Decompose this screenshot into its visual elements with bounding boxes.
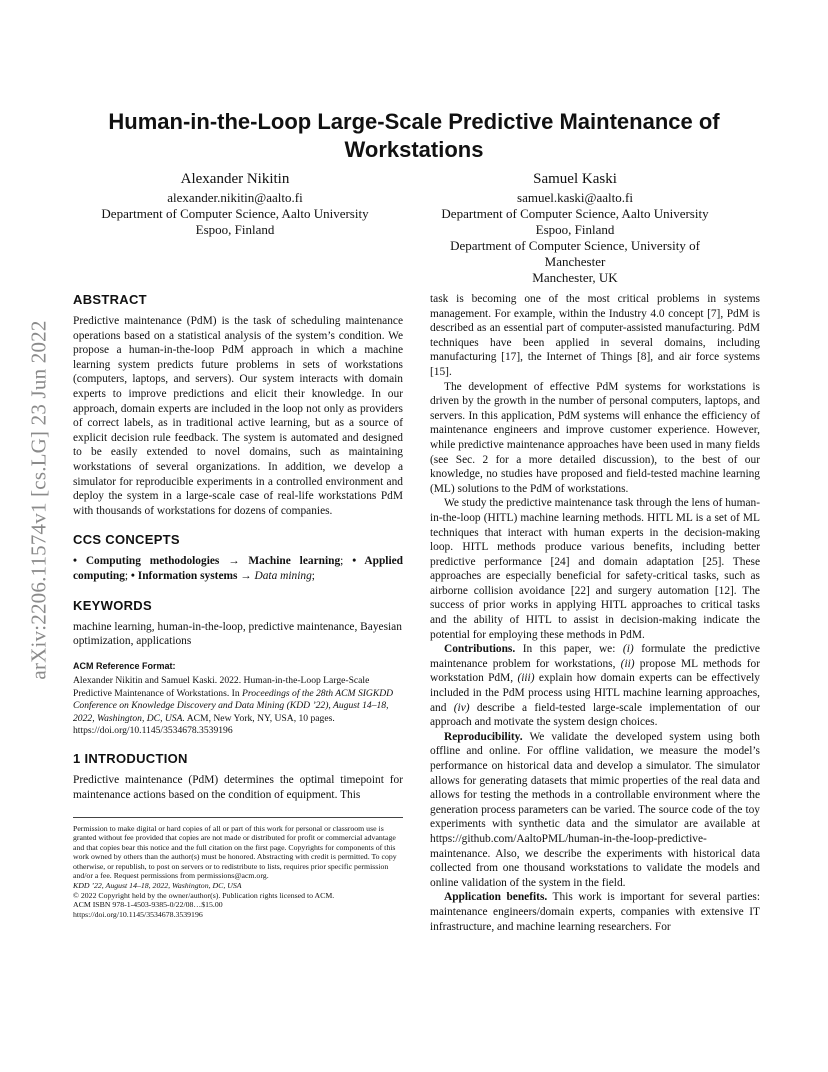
permission-notice: Permission to make digital or hard copies of all or part of this work for personal or classroom use is granted without fee provided that copies are not made or distributed for profit or commercial advantage and that copies bear this notice and the full citation on the first page. Copyrights for components of this work owned by others than the author(s) must be honored. Abstracting with credit is permitted. To copy otherwise, or republish, to post on servers or to redistribute to lists, requires prior specific permission and/or a fee. Request permissions from permissions@acm.org. [73, 823, 397, 881]
ccs-item-3-sub: Data mining [254, 569, 312, 582]
reference-part-1: Alexander Nikitin and Samuel Kaski. 2022. Human-in-the-Loop Large-Scale Predictive Maintenance of Workstations. In [73, 675, 370, 699]
reference-format-text [73, 675, 403, 737]
ccs-separator: ; [124, 569, 131, 582]
paper-title: Human-in-the-Loop Large-Scale Predictive Maintenance of Workstations [108, 109, 720, 162]
author-location: Espoo, Finland [535, 222, 615, 237]
copyright-line: © 2022 Copyright held by the owner/author(s). Publication rights licensed to ACM. [73, 890, 335, 900]
application-benefits-label: Application benefits. [444, 891, 548, 904]
author-location: Espoo, Finland [195, 222, 275, 237]
contribution-marker: (iv) [453, 701, 470, 714]
author-affiliation-2-cont: Manchester [544, 254, 606, 269]
application-benefits-text: This work is important for several parties: maintenance engineers/domain experts, companies with extensive IT infrastructure, and machine learning researchers. For [430, 891, 761, 933]
copyright-footnote [73, 817, 403, 920]
contribution-marker: (ii) [620, 657, 635, 670]
author-affiliation: Department of Computer Science, Aalto University [441, 206, 709, 221]
author-block-1 [90, 170, 380, 238]
arxiv-identifier-text: arXiv:2206.11574v1 [cs.LG] 23 Jun 2022 [26, 320, 51, 680]
author-email[interactable]: samuel.kaski@aalto.fi [517, 190, 633, 205]
abstract-heading: ABSTRACT [73, 292, 147, 307]
introduction-text: Predictive maintenance (PdM) determines the optimal timepoint for maintenance actions based on the condition of equipment. This [73, 774, 403, 801]
ccs-item-3: • Information systems [130, 569, 238, 582]
author-location-2: Manchester, UK [532, 270, 618, 285]
reproducibility-label: Reproducibility. [444, 730, 523, 743]
contributions-label: Contributions. [444, 643, 516, 656]
contribution-marker: (i) [622, 643, 634, 656]
contributions-text: describe a field-tested large-scale implementation of our approach and motivate the system design choices. [430, 701, 760, 729]
conference-line: KDD ’22, August 14–18, 2022, Washington, DC, USA [73, 881, 242, 891]
right-column [430, 292, 760, 934]
author-name: Samuel Kaski [533, 171, 617, 187]
doi-link[interactable]: https://doi.org/10.1145/3534678.3539196 [73, 909, 203, 919]
paragraph-contributions [430, 642, 760, 730]
contributions-text: propose ML methods for workstation PdM, [430, 657, 761, 685]
ccs-item-1: • Computing methodologies → Machine learning [73, 555, 341, 568]
introduction-heading: 1 INTRODUCTION [73, 751, 188, 767]
contribution-marker: (iii) [517, 672, 535, 685]
arxiv-identifier-stamp [22, 290, 56, 710]
isbn-line: ACM ISBN 978-1-4503-9385-0/22/08…$15.00 [73, 900, 223, 910]
paragraph-hitl: We study the predictive maintenance task through the lens of human-in-the-loop (HITL) machine learning methods. HITL ML is a set of ML techniques that interact with human experts in the decision-making loop. HITL methods produce various benefits, including better predictive performance [24] and domain adaptation [25]. These approaches are especially beneficial for safety-critical tasks, such as airborne collision avoidance [22] and surgery automation [12]. The success of prior works in applying HITL approaches to critical tasks and the ability of HITL to assist in decision-making indicate the potential for employing these methods in PdM. [430, 497, 760, 641]
ccs-concepts [73, 554, 403, 583]
reference-part-2: ACM, New York, NY, USA, 10 pages. https://doi.org/10.1145/3534678.3539196 [73, 712, 335, 736]
ccs-separator: ; [340, 555, 353, 568]
author-email[interactable]: alexander.nikitin@aalto.fi [167, 190, 303, 205]
contributions-text: In this paper, we: [515, 643, 623, 656]
paragraph-application-benefits [430, 890, 760, 934]
ccs-end: ; [311, 569, 315, 582]
author-block-2 [430, 170, 720, 286]
ccs-arrow: → [237, 569, 255, 582]
paragraph-industry: task is becoming one of the most critical problems in systems management. For example, within the Industry 4.0 concept [7], PdM is described as an essential part of computer-assisted manufacturing. PdM techniques have been applied in several domains, including manufacturing [17], the Internet of Things [8], and air force systems [15]. [430, 293, 760, 378]
author-affiliation: Department of Computer Science, Aalto University [101, 206, 369, 221]
paragraph-reproducibility [430, 730, 760, 891]
ccs-heading: CCS CONCEPTS [73, 532, 180, 548]
author-affiliation-2: Department of Computer Science, University of [450, 238, 700, 253]
paragraph-motivation: The development of effective PdM systems for workstations is driven by the growth in the number of personal computers, laptops, and servers. In this application, PdM systems will enhance the efficiency of maintenance engineers and improve customer experience. However, while predictive maintenance approaches have been used in many fields (see Sec. 2 for a more detailed discussion), to the best of our knowledge, no studies have proposed and field-tested machine learning (ML) solutions to the PdM of workstations. [430, 380, 760, 495]
contributions-text: explain how domain experts can be effectively included in the PdM process using HITL machine learning approaches, and [430, 672, 761, 714]
author-name: Alexander Nikitin [180, 171, 290, 187]
contributions-text: formulate the predictive maintenance problem for workstations, [430, 643, 760, 670]
keywords-heading: KEYWORDS [73, 597, 152, 613]
keywords-text: machine learning, human-in-the-loop, predictive maintenance, Bayesian optimization, applications [73, 620, 402, 648]
reproducibility-text: We validate the developed system using both offline and online. For offline validation, we measure the model’s performance on historical data and develop a simulator. The simulator allows for generating datasets that mimic properties of the real data and allows for testing the methods in a controllable environment where the generation process parameters can be varied. The source code of the toy experiments with synthetic data and the simulator are available at https://github.com/AaltoPML/human-in-the-loop-predictive-maintenance. Also, we describe the experiments with historical data collected from one thousand workstations to validate the models and online validation of the system in the field. [430, 730, 760, 889]
ccs-item-2: • Applied computing [73, 555, 404, 582]
abstract-text: Predictive maintenance (PdM) is the task of scheduling maintenance operations based on a statistical analysis of the system’s condition. We propose a human-in-the-loop PdM approach in which a machine learning system predicts future problems in sets of workstations (computers, laptops, and servers). Our system interacts with domain experts to improve predictions and elicit their knowledge. In our approach, domain experts are included in the loop not only as providers of correct labels, as in traditional active learning, but as a source of explicit decision rule feedback. The system is automated and designed to be easily extended to novel domains, such as maintaining workstations of several organizations. In addition, we develop a simulator for reproducible experiments in a controlled environment and deploy the system in a large-scale case of real-life workstations PdM with thousands of workstations for dozens of companies. [73, 315, 403, 517]
reference-venue: Proceedings of the 28th ACM SIGKDD Conference on Knowledge Discovery and Data Mining (KDD ’22), August 14–18, 2022, Washington, DC, USA. [73, 687, 394, 724]
left-column [73, 292, 403, 919]
reference-format-heading: ACM Reference Format: [73, 660, 176, 671]
